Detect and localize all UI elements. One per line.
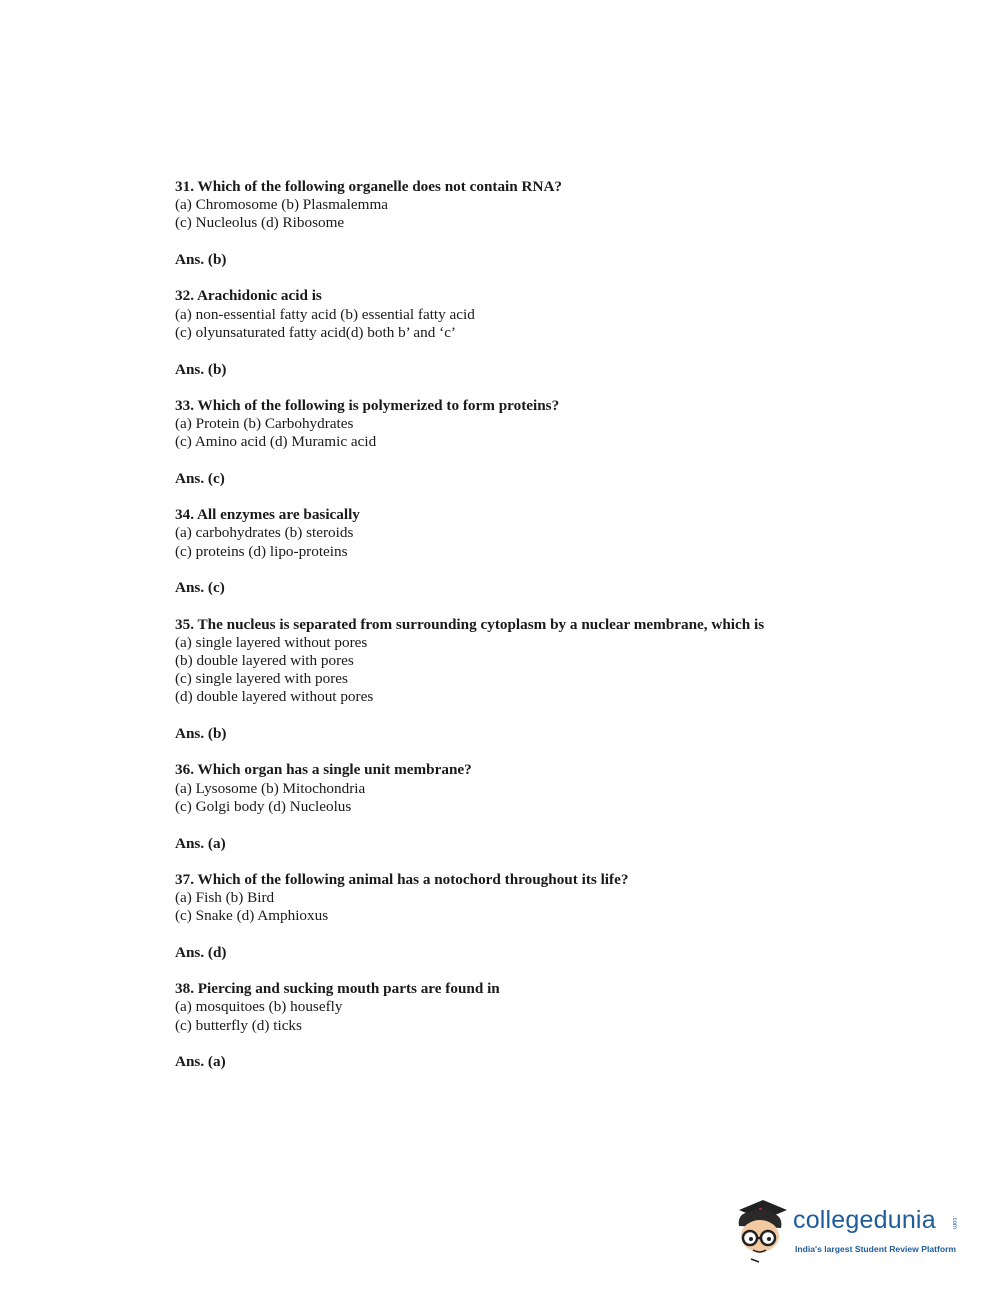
option-line: (a) Protein (b) Carbohydrates (175, 415, 354, 433)
question-block (175, 871, 935, 962)
option-line: (a) Fish (b) Bird (175, 889, 275, 907)
option-line: (c) butterfly (d) ticks (175, 1016, 302, 1034)
question-block (175, 397, 935, 488)
option-line: (c) Amino acid (d) Muramic acid (175, 433, 377, 451)
collegedunia-logo (733, 1196, 968, 1266)
question-text: 34. All enzymes are basically (175, 506, 360, 524)
answer-text: Ans. (a) (175, 1053, 226, 1071)
question-block (175, 761, 935, 852)
answer-text: Ans. (a) (175, 834, 226, 852)
answer-text: Ans. (b) (175, 251, 227, 269)
option-line: (c) proteins (d) lipo-proteins (175, 542, 348, 560)
question-block (175, 178, 935, 269)
question-text: 32. Arachidonic acid is (175, 287, 322, 305)
question-text: 31. Which of the following organelle does not contain RNA? (175, 178, 563, 195)
answer-text: Ans. (b) (175, 725, 227, 743)
question-block (175, 506, 935, 597)
option-line: (c) olyunsaturated fatty acid(d) both b’ and ‘c’ (175, 323, 456, 341)
option-line: (a) carbohydrates (b) steroids (175, 524, 354, 542)
option-line: (c) Nucleolus (d) Ribosome (175, 214, 345, 232)
question-block (175, 980, 935, 1071)
question-text: 36. Which organ has a single unit membrane? (175, 761, 472, 779)
answer-text: Ans. (c) (175, 469, 225, 487)
option-line: (a) mosquitoes (b) housefly (175, 998, 343, 1016)
option-line: (a) non-essential fatty acid (b) essential fatty acid (175, 305, 475, 323)
question-text: 37. Which of the following animal has a notochord throughout its life? (175, 870, 629, 888)
answer-text: Ans. (b) (175, 360, 227, 378)
answer-text: Ans. (c) (175, 579, 225, 597)
option-line: (c) Golgi body (d) Nucleolus (175, 797, 352, 815)
question-list (175, 178, 935, 1090)
option-line: (c) Snake (d) Amphioxus (175, 907, 329, 925)
option-line: (b) double layered with pores (175, 652, 354, 670)
question-block (175, 616, 935, 744)
option-line: (a) Lysosome (b) Mitochondria (175, 779, 366, 797)
answer-text: Ans. (d) (175, 943, 227, 961)
question-text: 33. Which of the following is polymerized to form proteins? (175, 396, 560, 414)
option-line: (c) single layered with pores (175, 670, 348, 688)
graduate-mascot-icon (733, 1196, 793, 1266)
option-line: (a) single layered without pores (175, 633, 368, 651)
logo-suffix: .com (951, 1216, 957, 1230)
question-text: 38. Piercing and sucking mouth parts are found in (175, 980, 500, 998)
option-line: (d) double layered without pores (175, 688, 374, 706)
question-block (175, 287, 935, 378)
logo-tagline: India's largest Student Review Platform (795, 1244, 957, 1254)
logo-wordmark: collegedunia (793, 1206, 936, 1234)
option-line: (a) Chromosome (b) Plasmalemma (175, 196, 388, 214)
question-text: 35. The nucleus is separated from surrounding cytoplasm by a nuclear membrane, which is (175, 615, 765, 633)
